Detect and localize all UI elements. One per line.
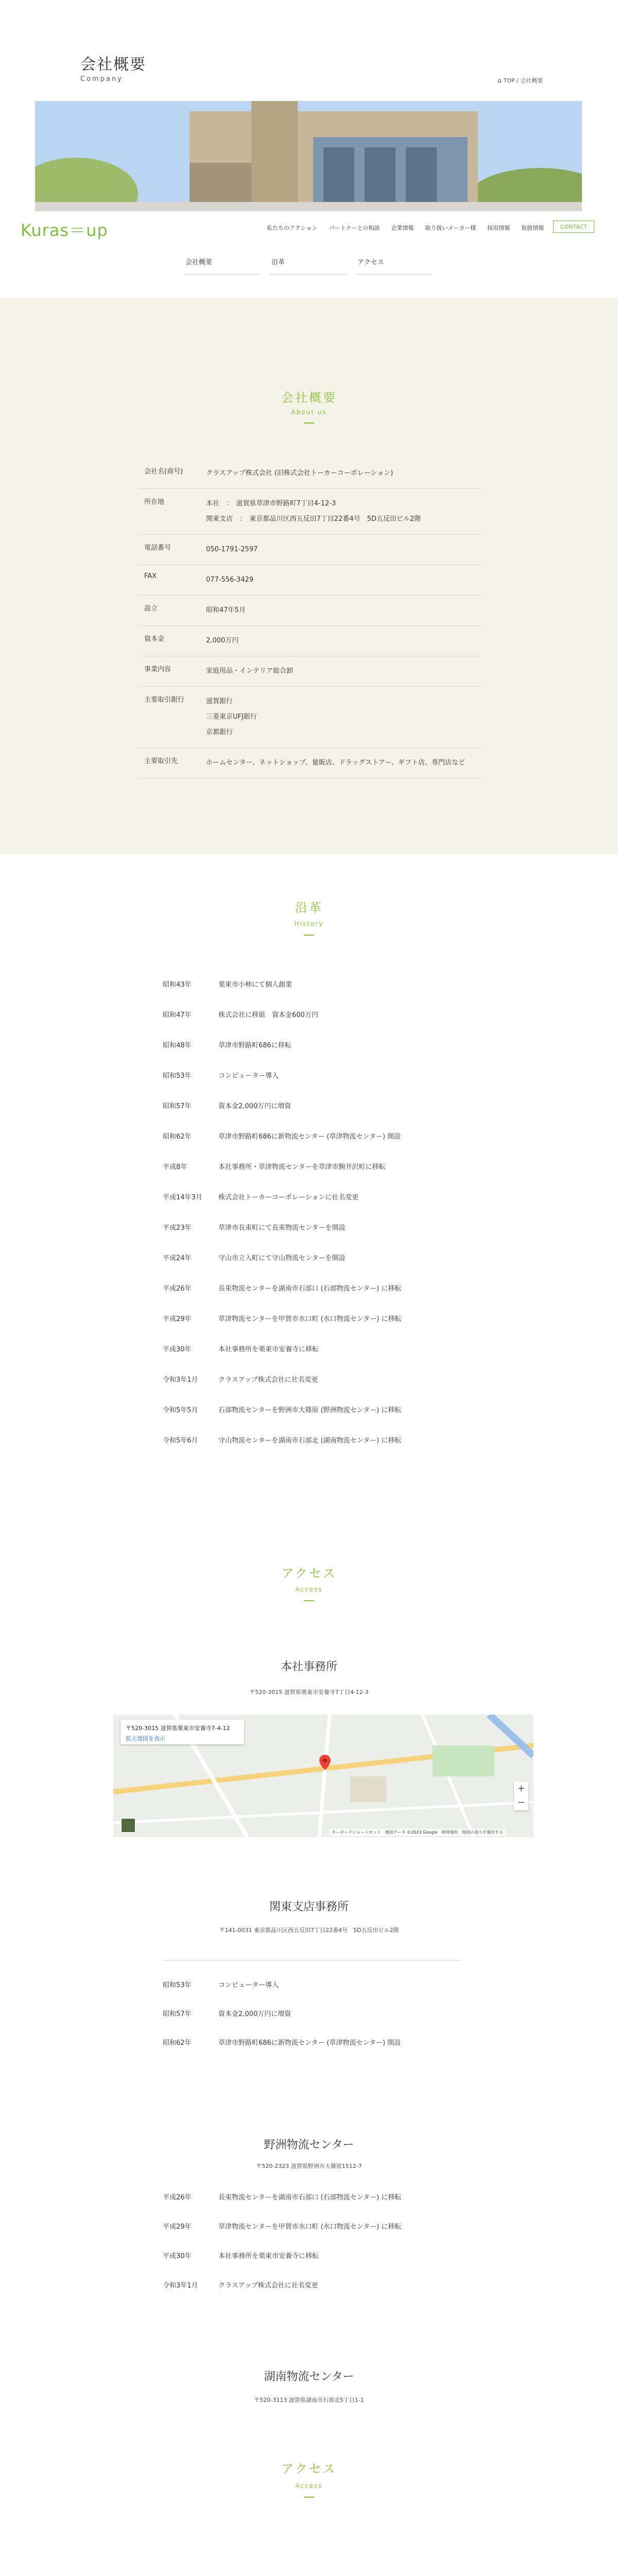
history-item	[163, 1979, 482, 2008]
row-value: 京都銀行	[206, 728, 233, 736]
history-text: 栗東市小柿にて個人創業	[218, 981, 293, 989]
history-text: 株式会社に移組 資本金600万円	[218, 1011, 318, 1019]
history-item	[163, 1222, 461, 1252]
history-year: 昭和57年	[163, 1103, 192, 1110]
nav-item-products[interactable]: 取扱情報	[521, 225, 544, 231]
history-year: 平成26年	[163, 2194, 192, 2201]
row-value: 2,000万円	[206, 637, 239, 645]
main-nav	[267, 224, 544, 232]
office-address: 〒141-0031 東京都品川区西五反田7丁目22番4号 5D五反田ビル2階	[219, 1927, 399, 1934]
zoom-out-icon[interactable]: −	[517, 1797, 525, 1808]
zoom-in-icon[interactable]: +	[517, 1783, 525, 1794]
section-divider	[304, 2497, 314, 2498]
row-key: 主要取引先	[144, 757, 178, 765]
history-subtitle: History	[294, 920, 324, 927]
history-text: 資本金2,000万円に増資	[218, 2010, 291, 2018]
row-value: クラスアップ株式会社 (旧株式会社トーカーコーポレーション)	[206, 469, 393, 477]
history-item	[163, 1374, 461, 1404]
history-text: 本社事務所を栗東市安養寺に移転	[218, 2252, 319, 2260]
history-item	[163, 2280, 482, 2309]
history-item	[163, 1009, 461, 1040]
row-key: 設立	[144, 605, 158, 613]
section-divider	[304, 935, 314, 936]
access-subtitle: Access	[295, 1586, 323, 1593]
history-item	[163, 2250, 482, 2280]
office-name: 野洲物流センター	[264, 2139, 354, 2151]
history-year: 平成8年	[163, 1163, 187, 1171]
history-item	[163, 1252, 461, 1283]
page-title: 会社概要	[80, 56, 146, 74]
history-item	[163, 1192, 461, 1222]
history-text: 草津物流センターを甲賀市水口町 (水口物流センター) に移転	[218, 2223, 402, 2231]
row-value: 家庭用品・インテリア総合卸	[206, 667, 294, 675]
history-year: 平成30年	[163, 1346, 192, 1353]
row-key: 主要取引銀行	[144, 696, 185, 704]
row-key: 会社名(商号)	[144, 468, 183, 476]
about-subtitle: About us	[291, 409, 327, 416]
table-row	[139, 748, 482, 778]
nav-item-partner[interactable]: パートナーとの相談	[329, 225, 380, 231]
history-text: 資本金2,000万円に増資	[218, 1103, 291, 1110]
map-satellite-toggle[interactable]	[121, 1818, 136, 1833]
table-row	[139, 459, 482, 489]
history-text: 本社事務所を栗東市安養寺に移転	[218, 1346, 319, 1353]
table-row	[139, 565, 482, 596]
subnav-underline	[355, 274, 433, 275]
table-row	[139, 489, 482, 535]
history-year: 昭和53年	[163, 1981, 192, 1989]
history-text: 守山物流センターを湖南市石部北 (湖南物流センター) に移転	[218, 1437, 402, 1445]
section-divider	[304, 422, 314, 423]
history-item	[163, 1100, 461, 1131]
repeated-history-yasu	[163, 2192, 482, 2309]
nav-item-company[interactable]: 企業情報	[391, 225, 414, 231]
row-key: 事業内容	[144, 666, 171, 673]
breadcrumb-text[interactable]: TOP / 会社概要	[503, 77, 543, 84]
table-row	[139, 687, 482, 748]
row-value: 滋賀銀行	[206, 698, 233, 705]
access-subtitle-2: Access	[295, 2482, 323, 2489]
history-text: 草津市長束町にて長束物流センターを開設	[218, 1224, 346, 1232]
row-value: 本社 ： 滋賀県草津市野路町7丁目4-12-3	[206, 500, 336, 507]
history-item	[163, 1040, 461, 1070]
history-item	[163, 1344, 461, 1374]
row-value: 昭和47年5月	[206, 606, 246, 614]
history-year: 平成29年	[163, 1315, 192, 1323]
history-year: 平成29年	[163, 2223, 192, 2231]
home-icon[interactable]: ⌂	[497, 77, 502, 84]
subnav-about[interactable]: 会社概要	[185, 259, 213, 266]
table-row	[139, 535, 482, 565]
building-photo	[35, 101, 582, 211]
history-text: コンピューター導入	[218, 1072, 279, 1080]
row-value: 三菱東京UFJ銀行	[206, 713, 257, 721]
history-year: 昭和62年	[163, 1133, 192, 1141]
history-list	[163, 979, 461, 1465]
row-key: 所在地	[144, 498, 165, 506]
history-year: 平成14年3月	[163, 1194, 202, 1201]
history-title: 沿革	[295, 901, 323, 915]
office-name: 湖南物流センター	[264, 2370, 354, 2383]
map-card-link[interactable]: 拡大地図を表示	[126, 1735, 165, 1742]
history-text: 長束物流センターを湖南市石部口 (石部物流センター) に移転	[218, 1285, 402, 1293]
history-text: 守山市立入町にて守山物流センターを開設	[218, 1255, 346, 1262]
google-map[interactable]	[113, 1715, 534, 1837]
row-key: 資本金	[144, 635, 165, 643]
history-item	[163, 1435, 461, 1465]
about-title: 会社概要	[281, 391, 337, 405]
office-address: 〒520-3113 滋賀県湖南市石部北5丁目1-1	[254, 2397, 364, 2403]
site-logo[interactable]: Kuras＝up	[21, 221, 108, 240]
office-address: 〒520-3015 滋賀県栗東市安養寺7丁目4-12-3	[249, 1689, 369, 1696]
row-value: 077-556-3429	[206, 576, 254, 584]
history-item	[163, 2221, 482, 2250]
row-value: 関東支店 ： 東京都品川区西五反田7丁目22番4号 5D五反田ビル2階	[206, 515, 421, 523]
nav-item-action[interactable]: 私たちのアクション	[267, 225, 318, 231]
history-year: 令和5年6月	[163, 1437, 198, 1445]
history-year: 平成23年	[163, 1224, 192, 1232]
history-item	[163, 2192, 482, 2221]
history-item	[163, 2037, 482, 2066]
row-value: ホームセンター、ネットショップ、量販店、ドラッグストアー、ギフト店、専門店など	[206, 759, 465, 767]
history-item	[163, 1070, 461, 1100]
history-item	[163, 1161, 461, 1192]
history-text: 長束物流センターを湖南市石部口 (石部物流センター) に移転	[218, 2194, 402, 2201]
history-year: 昭和53年	[163, 1072, 192, 1080]
nav-item-makers[interactable]: 取り扱いメーカー様	[425, 225, 476, 231]
map-footer: キーボードショートカット 地図データ ©2023 Google 利用規約 地図の誤りを報告する	[330, 1829, 505, 1836]
map-pin-icon[interactable]	[319, 1755, 331, 1772]
access-title-2: アクセス	[281, 2462, 337, 2476]
map-info-card	[121, 1720, 244, 1744]
history-text: 草津市野路町686に移転	[218, 1042, 291, 1049]
history-year: 昭和47年	[163, 1011, 192, 1019]
history-text: クラスアップ株式会社に社名変更	[218, 2282, 318, 2290]
history-year: 令和3年1月	[163, 1376, 198, 1384]
nav-item-recruit[interactable]: 採用情報	[487, 225, 510, 231]
subnav-history[interactable]: 沿革	[271, 259, 285, 266]
history-text: 株式会社トーカーコーポレーションに社名変更	[218, 1194, 359, 1201]
history-item	[163, 1313, 461, 1344]
office-name: 関東支店事務所	[269, 1901, 349, 1913]
history-text: コンピューター導入	[218, 1981, 279, 1989]
map-zoom-controls	[514, 1782, 528, 1810]
history-year: 平成24年	[163, 1255, 192, 1262]
page-subtitle: Company	[80, 75, 123, 83]
section-divider	[304, 1600, 314, 1601]
history-item	[163, 979, 461, 1009]
divider	[163, 1960, 461, 1961]
history-item	[163, 1404, 461, 1435]
history-year: 昭和62年	[163, 2039, 192, 2047]
history-year: 昭和48年	[163, 1042, 192, 1049]
history-text: 草津物流センターを甲賀市水口町 (水口物流センター) に移転	[218, 1315, 402, 1323]
table-row	[139, 656, 482, 687]
subnav-access[interactable]: アクセス	[357, 259, 384, 266]
subnav-underline	[183, 274, 261, 275]
office-address: 〒520-2323 滋賀県野洲市大篠原1512-7	[256, 2163, 362, 2170]
row-value: 050-1791-2597	[206, 546, 258, 553]
history-text: 石部物流センターを野洲市大篠原 (野洲物流センター) に移転	[218, 1406, 402, 1414]
access-title: アクセス	[281, 1566, 337, 1581]
history-year: 令和5年5月	[163, 1406, 198, 1414]
breadcrumb	[497, 76, 543, 84]
company-info-table	[139, 459, 482, 778]
history-item	[163, 1283, 461, 1313]
row-key: 電話番号	[144, 544, 171, 552]
row-key: FAX	[144, 572, 157, 580]
history-text: 本社事務所・草津物流センターを草津市駒井沢町に移転	[218, 1163, 386, 1171]
repeated-history-kanto	[163, 1979, 482, 2066]
history-year: 令和3年1月	[163, 2282, 198, 2290]
contact-button[interactable]: CONTACT	[553, 221, 594, 233]
history-year: 昭和43年	[163, 981, 192, 989]
history-item	[163, 1131, 461, 1161]
history-text: クラスアップ株式会社に社名変更	[218, 1376, 318, 1384]
history-text: 草津市野路町686に新物流センター (草津物流センター) 開設	[218, 2039, 401, 2047]
table-row	[139, 626, 482, 656]
history-year: 平成30年	[163, 2252, 192, 2260]
history-year: 昭和57年	[163, 2010, 192, 2018]
history-text: 草津市野路町686に新物流センター (草津物流センター) 開設	[218, 1133, 401, 1141]
subnav-underline	[269, 274, 347, 275]
table-row	[139, 596, 482, 626]
office-name: 本社事務所	[280, 1660, 337, 1673]
history-year: 平成26年	[163, 1285, 192, 1293]
map-card-title: 〒520-3015 滋賀県栗東市安養寺7-4-12	[126, 1725, 230, 1732]
history-item	[163, 2008, 482, 2037]
